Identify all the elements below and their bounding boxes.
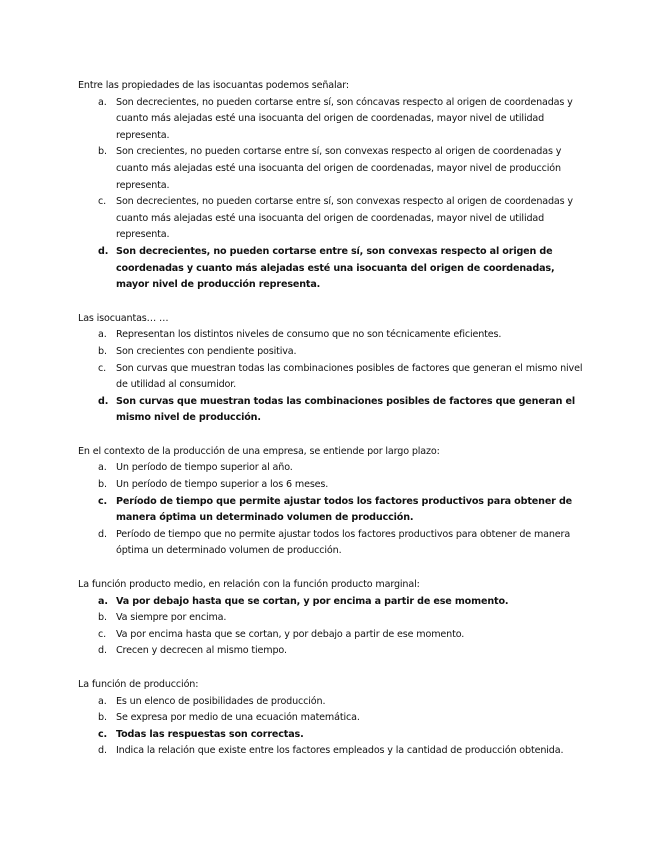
- option-text: Son decrecientes, no pueden cortarse entre sí, son cóncavas respecto al origen de coordenadas y cuanto más alejadas esté una isocuanta del origen de coordenadas, mayor nivel de utilidad representa.: [116, 96, 573, 141]
- option-letter: c.: [98, 196, 107, 208]
- option-letter: b.: [98, 479, 107, 491]
- option-d-correct: [78, 394, 588, 427]
- option-letter: a.: [98, 695, 107, 707]
- question-stem: Entre las propiedades de las isocuantas podemos señalar:: [78, 80, 349, 91]
- option-text: Son crecientes con pendiente positiva.: [116, 345, 297, 357]
- option-letter: d.: [98, 245, 109, 257]
- option-text: Son crecientes, no pueden cortarse entre sí, son convexas respecto al origen de coordenadas y cuanto más alejadas esté una isocuanta del origen de coordenadas, mayor nivel de producción representa.: [116, 146, 562, 191]
- option-text: Representan los distintos niveles de consumo que no son técnicamente eficientes.: [116, 329, 502, 341]
- question-stem: En el contexto de la producción de una empresa, se entiende por largo plazo:: [78, 445, 440, 457]
- option-b: [78, 477, 588, 494]
- option-text: Indica la relación que existe entre los factores empleados y la cantidad de producción obtenida.: [116, 745, 564, 757]
- document-page: [78, 78, 588, 777]
- option-letter: c.: [98, 628, 107, 640]
- option-text: Va por encima hasta que se cortan, y por debajo a partir de ese momento.: [116, 628, 465, 640]
- option-text: Va siempre por encima.: [116, 612, 227, 624]
- options-list: [78, 594, 588, 660]
- option-text: Es un elenco de posibilidades de producción.: [116, 695, 326, 707]
- options-list: [78, 694, 588, 760]
- option-c: [78, 627, 588, 644]
- option-letter: d.: [98, 528, 107, 540]
- option-b: [78, 610, 588, 627]
- option-letter: b.: [98, 146, 107, 158]
- option-b: [78, 710, 588, 727]
- option-letter: c.: [98, 495, 108, 507]
- option-text: Son decrecientes, no pueden cortarse entre sí, son convexas respecto al origen de coordenadas y cuanto más alejadas esté una isocuanta del origen de coordenadas, mayor nivel de producción representa.: [116, 245, 555, 291]
- question-stem: Las isocuantas… …: [78, 312, 169, 324]
- option-letter: b.: [98, 612, 107, 624]
- options-list: [78, 327, 588, 427]
- option-letter: a.: [98, 329, 107, 341]
- option-letter: b.: [98, 712, 107, 724]
- option-c: [78, 194, 588, 244]
- option-text: Un período de tiempo superior al año.: [116, 462, 293, 474]
- option-text: Crecen y decrecen al mismo tiempo.: [116, 645, 287, 657]
- question-3: [78, 444, 588, 560]
- option-letter: a.: [98, 96, 107, 108]
- option-letter: b.: [98, 345, 107, 357]
- option-text: Período de tiempo que no permite ajustar todos los factores productivos para obtener de manera óptima un determinado volumen de producción.: [116, 528, 571, 557]
- question-4: [78, 577, 588, 660]
- option-text: Período de tiempo que permite ajustar todos los factores productivos para obtener de manera óptima un determinado volumen de producción.: [116, 495, 573, 524]
- options-list: [78, 95, 588, 294]
- option-d: [78, 643, 588, 660]
- option-d: [78, 743, 588, 760]
- option-c-correct: [78, 494, 588, 527]
- option-text: Son decrecientes, no pueden cortarse entre sí, son convexas respecto al origen de coordenadas y cuanto más alejadas esté una isocuanta del origen de coordenadas, mayor nivel de utilidad representa.: [116, 196, 573, 241]
- option-letter: d.: [98, 745, 107, 757]
- option-text: Son curvas que muestran todas las combinaciones posibles de factores que generan el mismo nivel de utilidad al consumidor.: [116, 362, 583, 391]
- option-a: [78, 694, 588, 711]
- option-text: Se expresa por medio de una ecuación matemática.: [116, 712, 360, 724]
- option-letter: a.: [98, 462, 107, 474]
- option-a: [78, 460, 588, 477]
- option-d: [78, 527, 588, 560]
- option-c: [78, 361, 588, 394]
- option-text: Un período de tiempo superior a los 6 meses.: [116, 479, 329, 491]
- option-text: Son curvas que muestran todas las combinaciones posibles de factores que generan el mismo nivel de producción.: [116, 395, 575, 424]
- option-b: [78, 144, 588, 194]
- option-d-correct: [78, 244, 588, 294]
- option-a: [78, 327, 588, 344]
- option-c-correct: [78, 727, 588, 744]
- option-letter: d.: [98, 645, 107, 657]
- options-list: [78, 460, 588, 560]
- option-b: [78, 344, 588, 361]
- option-letter: a.: [98, 595, 108, 607]
- option-a-correct: [78, 594, 588, 611]
- question-5: [78, 677, 588, 760]
- option-a: [78, 95, 588, 145]
- question-stem: La función de producción:: [78, 679, 199, 690]
- question-1: [78, 78, 588, 294]
- option-letter: d.: [98, 395, 109, 407]
- question-2: [78, 311, 588, 427]
- option-text: Va por debajo hasta que se cortan, y por encima a partir de ese momento.: [116, 595, 509, 607]
- question-stem: La función producto medio, en relación con la función producto marginal:: [78, 579, 420, 591]
- option-text: Todas las respuestas son correctas.: [116, 728, 304, 740]
- option-letter: c.: [98, 728, 108, 740]
- option-letter: c.: [98, 362, 107, 374]
